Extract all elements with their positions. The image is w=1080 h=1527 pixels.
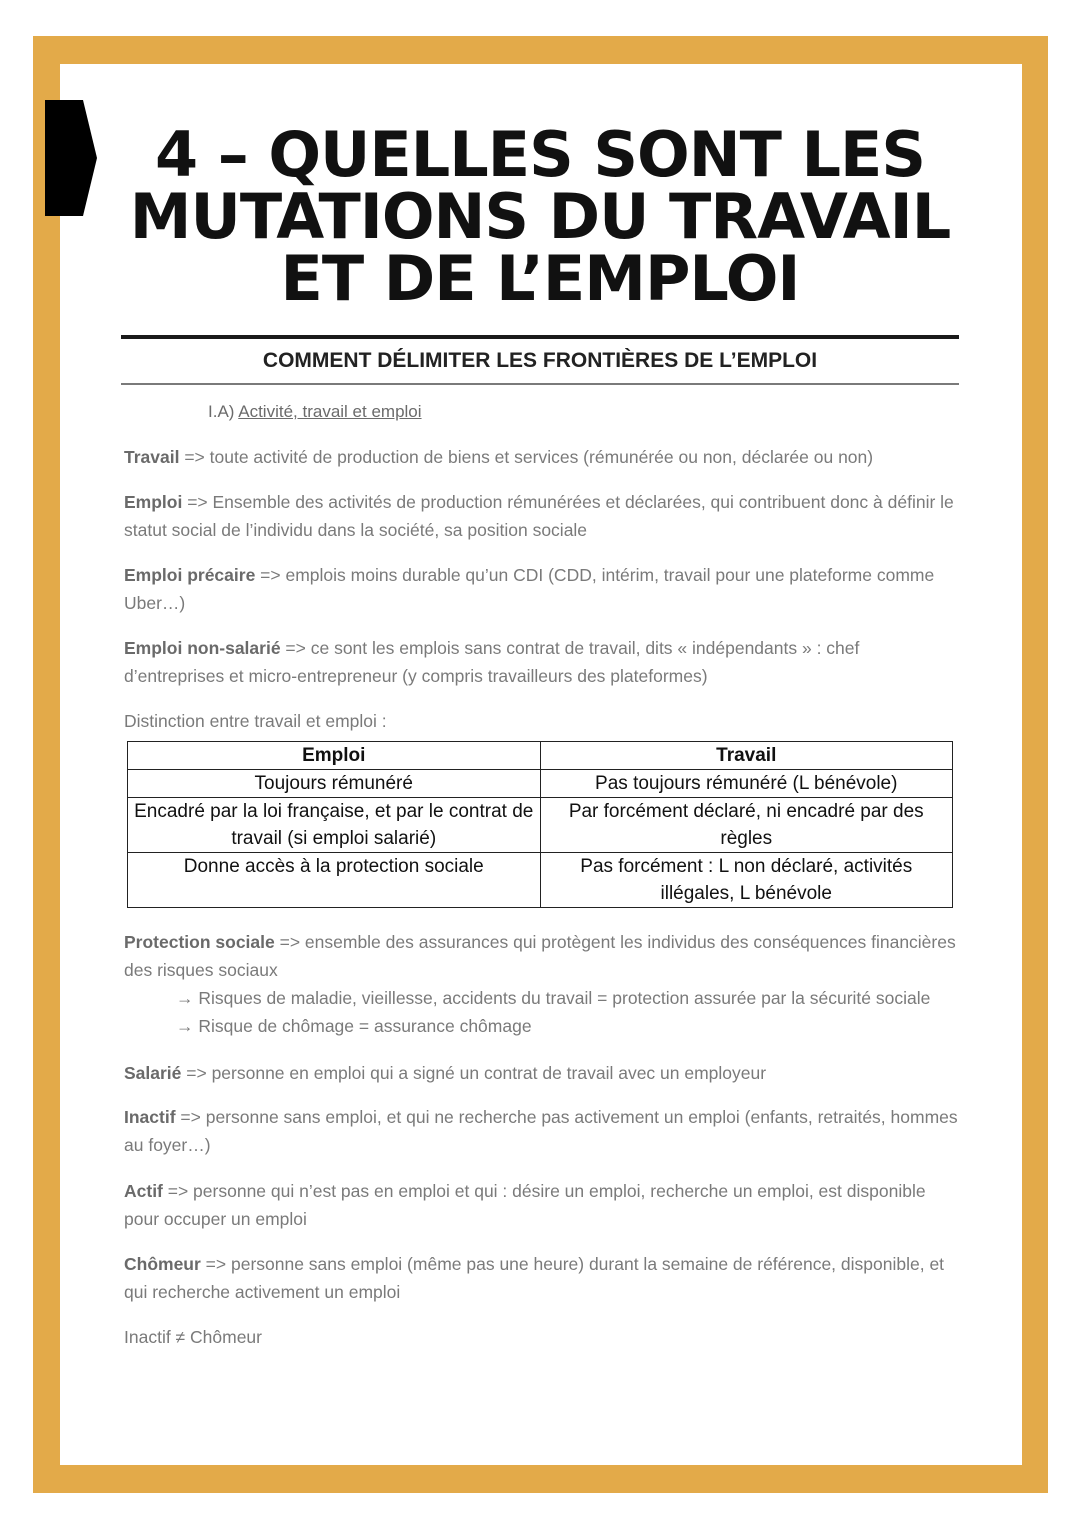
table-cell: Pas toujours rémunéré (L bénévole) — [540, 770, 953, 798]
definition-text: => Ensemble des activités de production rémunérées et déclarées, qui contribuent donc à définir le statut social de l’individu dans la société, sa position sociale — [124, 492, 954, 540]
definition-term: Protection sociale — [124, 932, 275, 952]
list-item: → Risque de chômage = assurance chômage — [176, 1016, 532, 1036]
definition-term: Travail — [124, 447, 180, 467]
definition-text: => ce sont les emplois sans contrat de travail, dits « indépendants » : chef d’entreprises et micro-entrepreneur (y compris travailleurs des plateformes) — [124, 638, 860, 686]
definition-term: Emploi précaire — [124, 565, 256, 585]
page-title-line-2: MUTATIONS DU TRAVAIL — [129, 180, 951, 253]
table-cell: Encadré par la loi française, et par le contrat de travail (si emploi salarié) — [128, 798, 541, 853]
definition-term: Emploi — [124, 492, 183, 512]
table-cell: Pas forcément : L non déclaré, activités illégales, L bénévole — [540, 853, 953, 908]
definition-text: => personne sans emploi, et qui ne recherche pas activement un emploi (enfants, retraités, hommes au foyer…) — [124, 1107, 958, 1155]
definition-emploi — [124, 488, 964, 544]
subsection-heading — [208, 402, 422, 422]
definition-actif — [124, 1177, 964, 1233]
definition-term: Actif — [124, 1181, 163, 1201]
definition-term: Emploi non-salarié — [124, 638, 281, 658]
definition-term: Chômeur — [124, 1254, 201, 1274]
definition-text: => personne sans emploi (même pas une heure) durant la semaine de référence, disponible, et qui recherche activement un emploi — [124, 1254, 945, 1302]
definition-salarie — [124, 1059, 964, 1087]
definition-emploi-non-salarie — [124, 634, 964, 690]
table-row — [128, 853, 953, 908]
definition-text: => emplois moins durable qu’un CDI (CDD, intérim, travail pour une plateforme comme Uber…) — [124, 565, 935, 613]
page-title-line-1: 4 – QUELLES SONT LES — [155, 118, 925, 191]
subsection-number: I.A) — [208, 402, 235, 421]
page-title — [100, 118, 980, 315]
definition-inactif — [124, 1103, 964, 1159]
definition-travail — [124, 443, 964, 471]
distinction-label: Distinction entre travail et emploi : — [124, 711, 387, 731]
heading-top-rule — [121, 335, 959, 339]
definition-text: => toute activité de production de biens et services (rémunérée ou non, déclarée ou non) — [179, 447, 874, 467]
definition-text: => personne en emploi qui a signé un contrat de travail avec un employeur — [181, 1063, 767, 1083]
section-heading: COMMENT DÉLIMITER LES FRONTIÈRES DE L’EMPLOI — [262, 349, 818, 372]
definition-emploi-precaire — [124, 561, 964, 617]
final-note: Inactif ≠ Chômeur — [124, 1327, 262, 1347]
table-cell: Toujours rémunéré — [128, 770, 541, 798]
table-cell: Donne accès à la protection sociale — [128, 853, 541, 908]
bookmark-tab-icon — [45, 100, 97, 216]
page-title-line-3: ET DE L’EMPLOI — [280, 242, 800, 315]
list-item: → Risques de maladie, vieillesse, accidents du travail = protection assurée par la sécurité sociale — [176, 988, 931, 1008]
definition-text: => personne qui n’est pas en emploi et qui : désire un emploi, recherche un emploi, est disponible pour occuper un emploi — [124, 1181, 926, 1229]
table-header-emploi: Emploi — [128, 742, 541, 770]
definition-term: Salarié — [124, 1063, 182, 1083]
table-cell: Par forcément déclaré, ni encadré par des règles — [540, 798, 953, 853]
definition-text: => ensemble des assurances qui protègent les individus des conséquences financières des risques sociaux — [124, 932, 956, 980]
table-header-row — [128, 742, 953, 770]
table-row — [128, 798, 953, 853]
heading-bottom-rule — [121, 383, 959, 385]
subsection-title: Activité, travail et emploi — [238, 402, 422, 421]
table-row — [128, 770, 953, 798]
definition-protection-sociale — [124, 928, 964, 1040]
table-header-travail: Travail — [540, 742, 953, 770]
definition-chomeur — [124, 1250, 964, 1306]
comparison-table — [127, 741, 953, 908]
definition-term: Inactif — [124, 1107, 176, 1127]
